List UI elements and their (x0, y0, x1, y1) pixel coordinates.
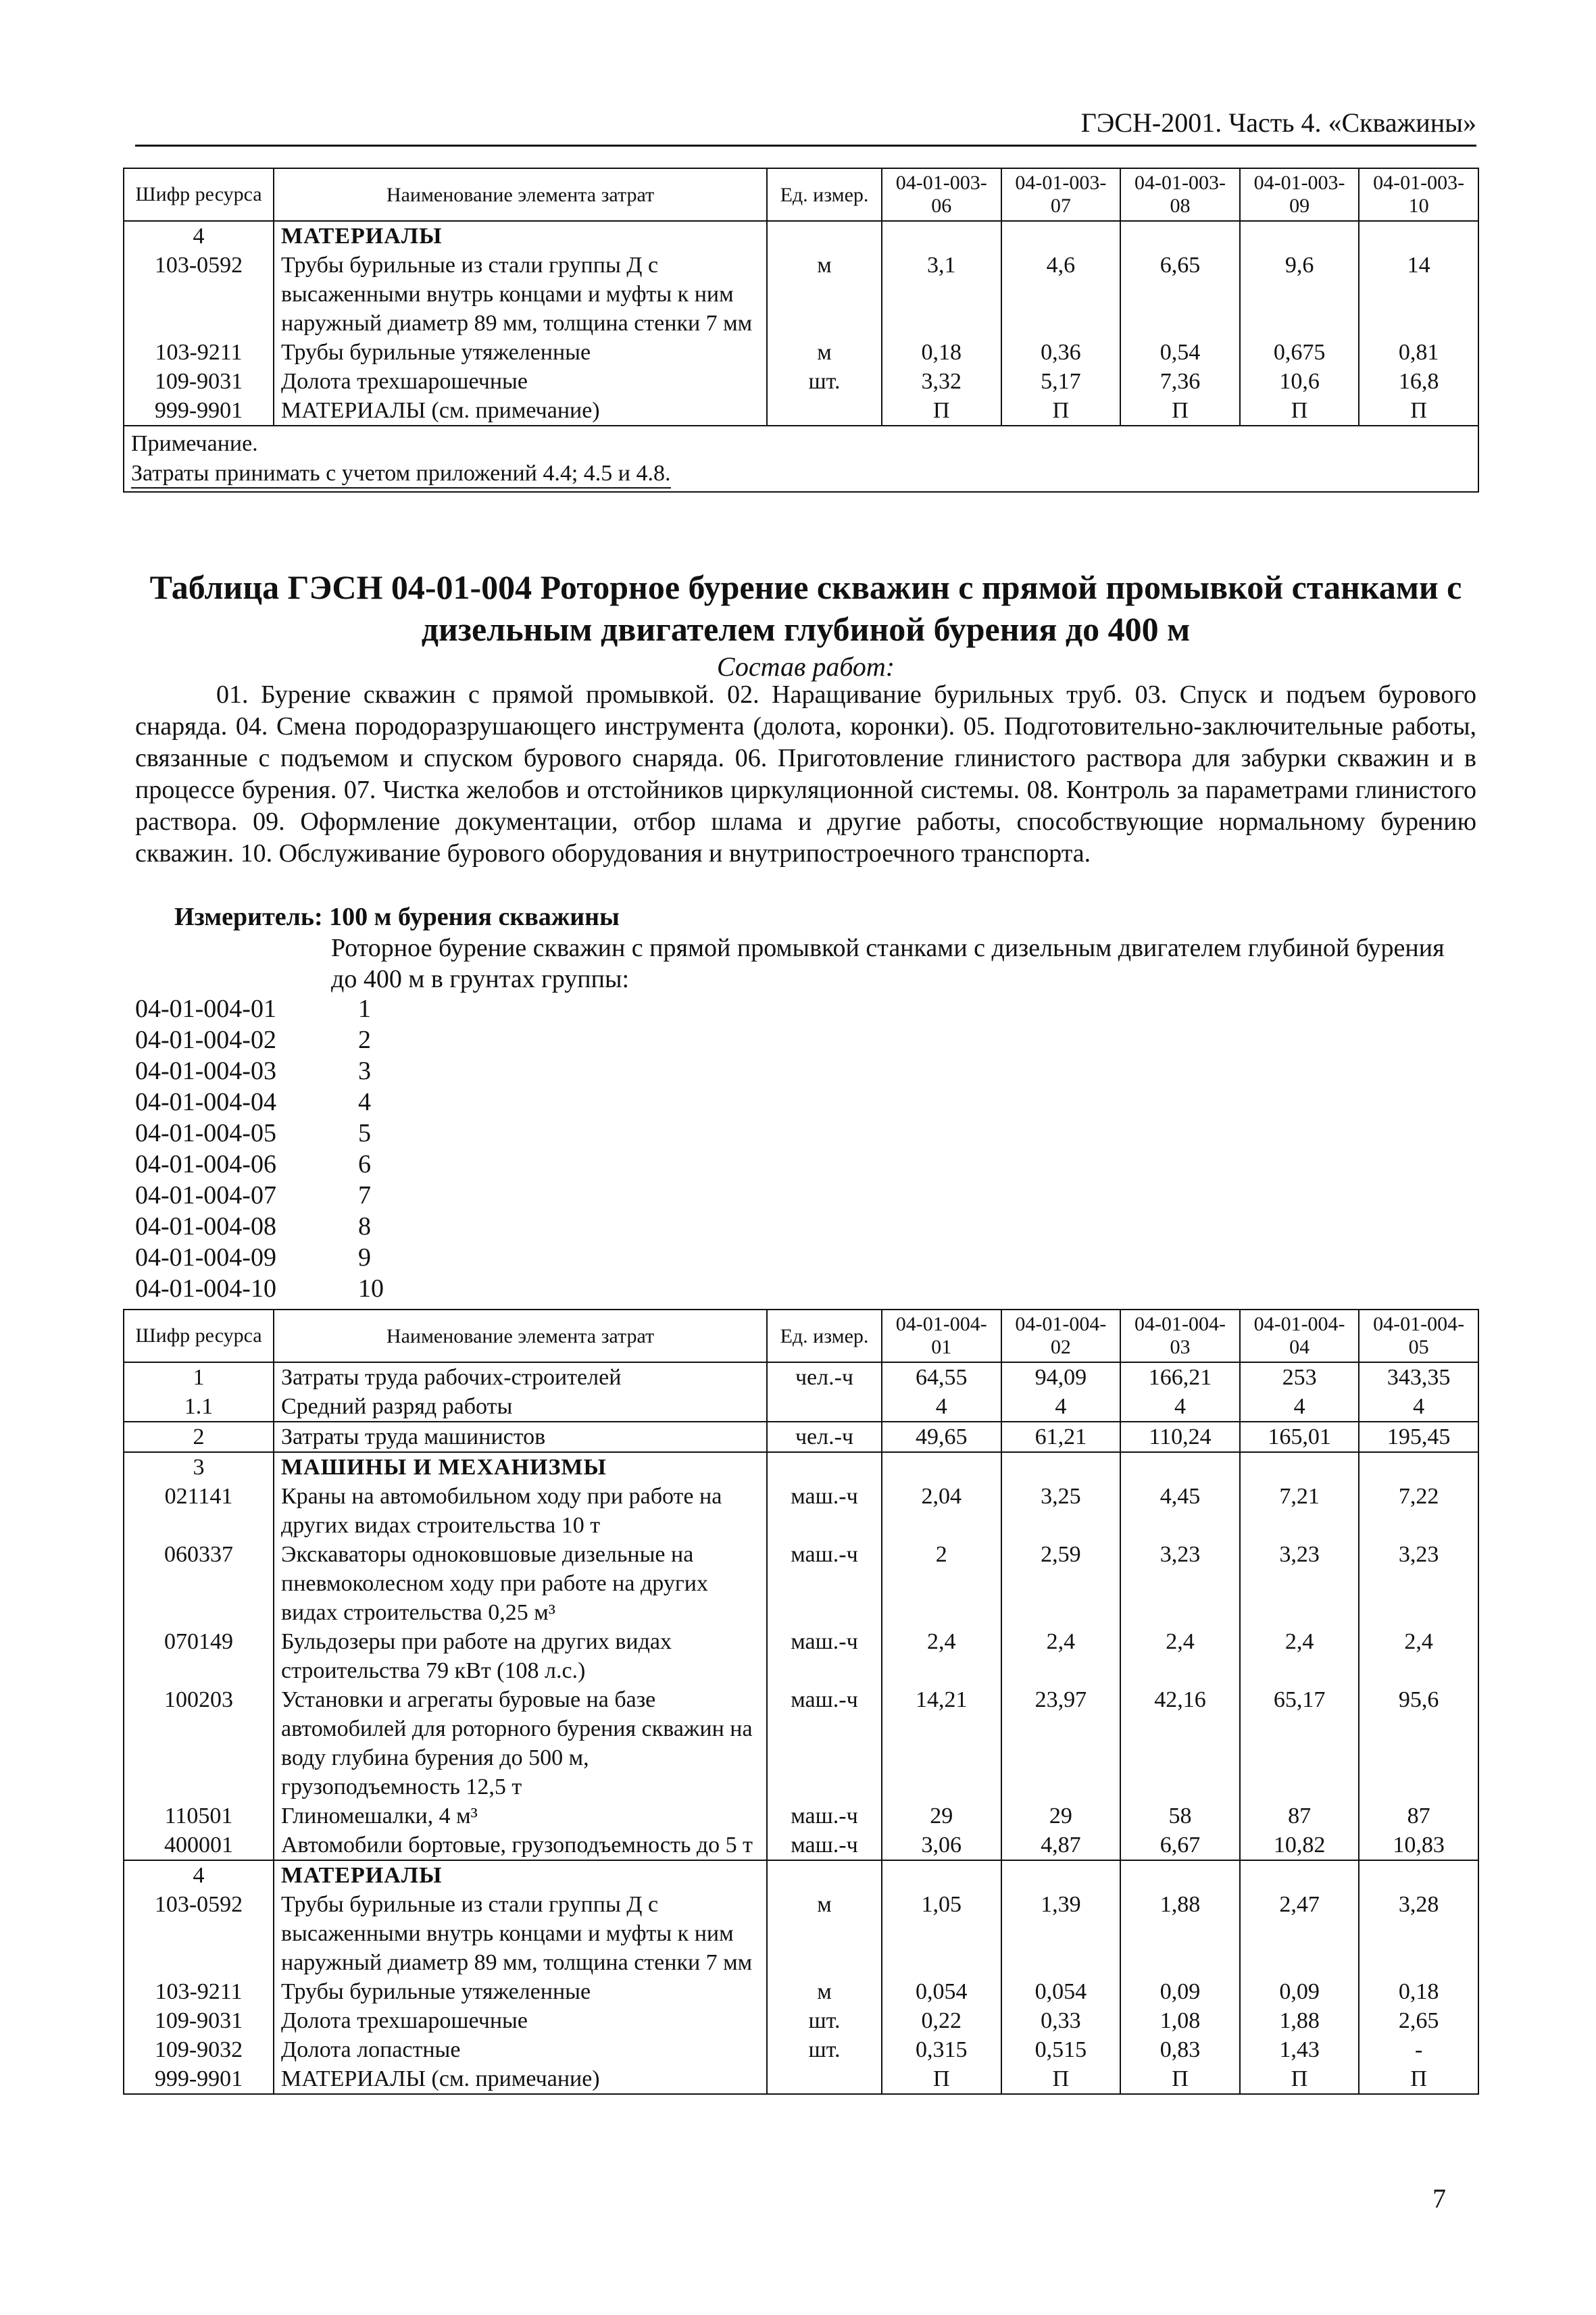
cell-value: 1,39 (1001, 1890, 1121, 1977)
list-group: 10 (358, 1274, 384, 1303)
header-rule (135, 145, 1476, 147)
cell-code: 110501 (124, 1801, 274, 1831)
cell-unit: шт. (767, 2035, 882, 2064)
cell-value (882, 1860, 1001, 1890)
table-row (124, 1482, 1478, 1540)
cell-value: 0,675 (1240, 338, 1360, 367)
cell-value: 16,8 (1359, 367, 1478, 396)
list-code: 04-01-004-07 (135, 1181, 276, 1210)
cell-value: 14,21 (882, 1685, 1001, 1801)
cell-unit (767, 2064, 882, 2094)
cell-code: 4 (124, 221, 274, 251)
list-code: 04-01-004-05 (135, 1119, 276, 1147)
table-row (124, 1392, 1478, 1422)
cell-value: 1,88 (1120, 1890, 1240, 1977)
cell-value: 2,4 (882, 1627, 1001, 1685)
cell-value: 65,17 (1240, 1685, 1360, 1801)
col-header-val3: 04-01-003-08 (1120, 168, 1240, 221)
list-item (135, 1087, 384, 1118)
cell-value: 4,45 (1120, 1482, 1240, 1540)
cell-value: 4 (1359, 1392, 1478, 1422)
list-group: 3 (358, 1057, 371, 1085)
cell-value: 2,4 (1001, 1627, 1121, 1685)
col-header-val1: 04-01-003-06 (882, 168, 1001, 221)
cell-value: 87 (1240, 1801, 1360, 1831)
cell-name: Краны на автомобильном ходу при работе на других видах строительства 10 т (274, 1482, 767, 1540)
cell-name: МАТЕРИАЛЫ (см. примечание) (274, 396, 767, 426)
cell-code: 999-9901 (124, 396, 274, 426)
cell-value: 3,23 (1359, 1540, 1478, 1627)
cell-value: 3,1 (882, 251, 1001, 338)
table-header-row (124, 168, 1478, 221)
list-item (135, 1149, 384, 1180)
cell-value: 10,83 (1359, 1831, 1478, 1860)
table-row (124, 1831, 1478, 1860)
cell-value: П (1359, 396, 1478, 426)
cell-value: 0,81 (1359, 338, 1478, 367)
cell-value: 95,6 (1359, 1685, 1478, 1801)
cell-value (1001, 221, 1121, 251)
cell-value: - (1359, 2035, 1478, 2064)
section-title: Таблица ГЭСН 04-01-004 Роторное бурение скважин с прямой промывкой станками с дизельным двигателем глубиной бурения до 400 м (149, 568, 1462, 648)
table-note (124, 426, 1478, 492)
cell-unit: маш.-ч (767, 1831, 882, 1860)
cell-value: 195,45 (1359, 1422, 1478, 1452)
cell-value: 3,28 (1359, 1890, 1478, 1977)
cell-value: 2,65 (1359, 2006, 1478, 2035)
cell-value: 23,97 (1001, 1685, 1121, 1801)
cell-unit (767, 1860, 882, 1890)
cell-value: 4 (882, 1392, 1001, 1422)
cell-unit (767, 1452, 882, 1482)
code-list (135, 993, 384, 1304)
cell-value: 9,6 (1240, 251, 1360, 338)
cell-value (1001, 1860, 1121, 1890)
intro-text: Роторное бурение скважин с прямой промывкой станками с дизельным двигателем глубиной бурения до 400 м в грунтах группы: (331, 934, 1445, 993)
list-code: 04-01-004-04 (135, 1088, 276, 1116)
list-group: 9 (358, 1243, 371, 1272)
cell-code: 2 (124, 1422, 274, 1452)
cell-value: 5,17 (1001, 367, 1121, 396)
cell-value: П (1001, 2064, 1121, 2094)
table-row (124, 1685, 1478, 1801)
table-row (124, 1452, 1478, 1482)
cell-code: 1.1 (124, 1392, 274, 1422)
list-group: 6 (358, 1150, 371, 1178)
running-header: ГЭСН-2001. Часть 4. «Скважины» (1080, 107, 1476, 138)
cell-name: МАТЕРИАЛЫ (274, 221, 767, 251)
list-item (135, 1211, 384, 1242)
cell-value (1120, 1452, 1240, 1482)
table-row (124, 367, 1478, 396)
cell-value: 7,21 (1240, 1482, 1360, 1540)
col-header-code: Шифр ресурса (124, 168, 274, 221)
cell-value: 1,43 (1240, 2035, 1360, 2064)
cell-value: 87 (1359, 1801, 1478, 1831)
table-row (124, 1627, 1478, 1685)
cell-code: 1 (124, 1362, 274, 1392)
note-text: Затраты принимать с учетом приложений 4.4; 4.5 и 4.8. (131, 461, 671, 489)
cell-value: 2 (882, 1540, 1001, 1627)
list-item (135, 1118, 384, 1149)
cell-name: Долота лопастные (274, 2035, 767, 2064)
cell-code: 999-9901 (124, 2064, 274, 2094)
cell-value: 4 (1120, 1392, 1240, 1422)
cell-code: 109-9031 (124, 2006, 274, 2035)
cell-unit: м (767, 1977, 882, 2006)
table-row (124, 2006, 1478, 2035)
cell-value: 14 (1359, 251, 1478, 338)
cell-value (1120, 221, 1240, 251)
table-row (124, 1422, 1478, 1452)
cell-name: Трубы бурильные утяжеленные (274, 1977, 767, 2006)
cell-value: П (1120, 2064, 1240, 2094)
cell-code: 109-9032 (124, 2035, 274, 2064)
list-group: 4 (358, 1088, 371, 1116)
cell-value: 166,21 (1120, 1362, 1240, 1392)
page-number: 7 (1432, 2183, 1446, 2214)
list-item (135, 1024, 384, 1055)
cell-value: 10,82 (1240, 1831, 1360, 1860)
table-row (124, 1860, 1478, 1890)
cell-value: 165,01 (1240, 1422, 1360, 1452)
cell-name: Трубы бурильные из стали группы Д с высаженными внутрь концами и муфты к ним наружный диаметр 89 мм, толщина стенки 7 мм (274, 1890, 767, 1977)
cell-value: 0,315 (882, 2035, 1001, 2064)
cell-value: П (882, 2064, 1001, 2094)
cell-name: Долота трехшарошечные (274, 367, 767, 396)
list-item (135, 1242, 384, 1273)
cell-value: П (1240, 2064, 1360, 2094)
cell-name: Трубы бурильные из стали группы Д с высаженными внутрь концами и муфты к ним наружный диаметр 89 мм, толщина стенки 7 мм (274, 251, 767, 338)
cell-value: 6,65 (1120, 251, 1240, 338)
cell-code: 021141 (124, 1482, 274, 1540)
cell-value: 94,09 (1001, 1362, 1121, 1392)
cell-code: 400001 (124, 1831, 274, 1860)
cell-code: 103-9211 (124, 1977, 274, 2006)
cell-value: 0,54 (1120, 338, 1240, 367)
cell-unit (767, 1392, 882, 1422)
table-row (124, 1362, 1478, 1392)
cell-value (1359, 1860, 1478, 1890)
list-code: 04-01-004-03 (135, 1057, 276, 1085)
list-code: 04-01-004-02 (135, 1026, 276, 1054)
cell-name: МАТЕРИАЛЫ (см. примечание) (274, 2064, 767, 2094)
cell-value (1001, 1452, 1121, 1482)
cell-value: 58 (1120, 1801, 1240, 1831)
cell-name: Затраты труда рабочих-строителей (274, 1362, 767, 1392)
cell-value: 253 (1240, 1362, 1360, 1392)
cell-value: 4,87 (1001, 1831, 1121, 1860)
list-group: 5 (358, 1119, 371, 1147)
cell-value: 110,24 (1120, 1422, 1240, 1452)
cell-value: П (1240, 396, 1360, 426)
cell-value: 3,25 (1001, 1482, 1121, 1540)
cell-value: 2,4 (1240, 1627, 1360, 1685)
cell-value: 4 (1001, 1392, 1121, 1422)
col-header-val3: 04-01-004-03 (1120, 1310, 1240, 1362)
cell-value: 0,18 (882, 338, 1001, 367)
composition-text: 01. Бурение скважин с прямой промывкой. 02. Наращивание бурильных труб. 03. Спуск и подъем бурового снаряда. 04. Смена породоразрушающего инструмента (долота, коронки). 05. Подготовительно-заключительные работы, связанные с подъемом и спуском бурового снаряда. 06. Приготовление глинистого раствора для забурки скважин и в процессе бурения. 07. Чистка желобов и отстойников циркуляционной системы. 08. Контроль за параметрами глинистого раствора. 09. Оформление документации, отбор шлама и другие работы, способствующие нормальному бурению скважин. 10. Обслуживание бурового оборудования и внутрипостроечного транспорта. (135, 680, 1476, 868)
cell-unit: чел.-ч (767, 1362, 882, 1392)
cell-unit: маш.-ч (767, 1540, 882, 1627)
cell-value: 0,09 (1240, 1977, 1360, 2006)
list-code: 04-01-004-09 (135, 1243, 276, 1272)
cell-unit: м (767, 251, 882, 338)
cell-value: 10,6 (1240, 367, 1360, 396)
cell-code: 070149 (124, 1627, 274, 1685)
cell-value (1120, 1860, 1240, 1890)
cell-value: 4,6 (1001, 251, 1121, 338)
cell-value: 29 (882, 1801, 1001, 1831)
col-header-val5: 04-01-004-05 (1359, 1310, 1478, 1362)
cell-code: 103-0592 (124, 1890, 274, 1977)
list-item (135, 1055, 384, 1087)
cell-value: 64,55 (882, 1362, 1001, 1392)
col-header-unit: Ед. измер. (767, 1310, 882, 1362)
cell-value (1240, 221, 1360, 251)
cell-value: 2,47 (1240, 1890, 1360, 1977)
table-note-row (124, 426, 1478, 492)
cell-value: 1,05 (882, 1890, 1001, 1977)
cell-unit: м (767, 1890, 882, 1977)
cell-value: 0,054 (1001, 1977, 1121, 2006)
table-row (124, 1801, 1478, 1831)
cell-value: 2,4 (1359, 1627, 1478, 1685)
cell-value: 2,04 (882, 1482, 1001, 1540)
cell-value: 2,4 (1120, 1627, 1240, 1685)
cell-value: 3,23 (1120, 1540, 1240, 1627)
cell-name: Глиномешалки, 4 м³ (274, 1801, 767, 1831)
cell-value: 4 (1240, 1392, 1360, 1422)
cell-value: П (1359, 2064, 1478, 2094)
cell-unit: чел.-ч (767, 1422, 882, 1452)
composition-label: Состав работ: (716, 651, 895, 682)
cell-unit: шт. (767, 367, 882, 396)
cell-value: 3,06 (882, 1831, 1001, 1860)
list-item (135, 1180, 384, 1211)
table-row (124, 338, 1478, 367)
cell-value (882, 221, 1001, 251)
cell-code: 103-9211 (124, 338, 274, 367)
cell-unit: м (767, 338, 882, 367)
cell-value: 0,22 (882, 2006, 1001, 2035)
cell-code: 100203 (124, 1685, 274, 1801)
cell-code: 3 (124, 1452, 274, 1482)
cell-value: 0,09 (1120, 1977, 1240, 2006)
cell-unit: маш.-ч (767, 1801, 882, 1831)
table-row (124, 251, 1478, 338)
cell-value: 0,515 (1001, 2035, 1121, 2064)
cell-name: Бульдозеры при работе на других видах строительства 79 кВт (108 л.с.) (274, 1627, 767, 1685)
cell-value: 0,18 (1359, 1977, 1478, 2006)
cell-unit: маш.-ч (767, 1482, 882, 1540)
table-row (124, 1890, 1478, 1977)
cell-value (1240, 1452, 1360, 1482)
list-item (135, 993, 384, 1024)
col-header-val1: 04-01-004-01 (882, 1310, 1001, 1362)
cell-value: 0,33 (1001, 2006, 1121, 2035)
cell-value: 0,83 (1120, 2035, 1240, 2064)
meter-line: Измеритель: 100 м бурения скважины (174, 903, 620, 931)
table-row (124, 2064, 1478, 2094)
col-header-val2: 04-01-003-07 (1001, 168, 1121, 221)
cell-unit: маш.-ч (767, 1685, 882, 1801)
col-header-val4: 04-01-003-09 (1240, 168, 1360, 221)
cell-value: 1,88 (1240, 2006, 1360, 2035)
cell-value: 2,59 (1001, 1540, 1121, 1627)
cell-name: Экскаваторы одноковшовые дизельные на пневмоколесном ходу при работе на других видах строительства 0,25 м³ (274, 1540, 767, 1627)
table-row (124, 1540, 1478, 1627)
cell-unit: маш.-ч (767, 1627, 882, 1685)
cell-name: МАТЕРИАЛЫ (274, 1860, 767, 1890)
list-group: 2 (358, 1026, 371, 1054)
resource-table-003 (123, 168, 1479, 493)
cell-unit (767, 221, 882, 251)
cell-code: 4 (124, 1860, 274, 1890)
note-title: Примечание. (131, 431, 258, 456)
cell-value: 29 (1001, 1801, 1121, 1831)
cell-value (1359, 1452, 1478, 1482)
table-row (124, 221, 1478, 251)
cell-value: 3,32 (882, 367, 1001, 396)
cell-code: 109-9031 (124, 367, 274, 396)
list-group: 8 (358, 1212, 371, 1241)
cell-name: Средний разряд работы (274, 1392, 767, 1422)
col-header-unit: Ед. измер. (767, 168, 882, 221)
table-row (124, 2035, 1478, 2064)
cell-value: 3,23 (1240, 1540, 1360, 1627)
cell-value: 343,35 (1359, 1362, 1478, 1392)
list-code: 04-01-004-01 (135, 995, 276, 1023)
table-header-row (124, 1310, 1478, 1362)
cell-value: 1,08 (1120, 2006, 1240, 2035)
resource-table-004 (123, 1309, 1479, 2095)
cell-value (1240, 1860, 1360, 1890)
list-code: 04-01-004-08 (135, 1212, 276, 1241)
table-row (124, 396, 1478, 426)
cell-value: 49,65 (882, 1422, 1001, 1452)
cell-value: П (882, 396, 1001, 426)
col-header-val2: 04-01-004-02 (1001, 1310, 1121, 1362)
cell-value: 0,36 (1001, 338, 1121, 367)
col-header-name: Наименование элемента затрат (274, 168, 767, 221)
list-group: 1 (358, 995, 371, 1023)
cell-name: Затраты труда машинистов (274, 1422, 767, 1452)
cell-code: 103-0592 (124, 251, 274, 338)
cell-value: П (1001, 396, 1121, 426)
col-header-val4: 04-01-004-04 (1240, 1310, 1360, 1362)
col-header-val5: 04-01-003-10 (1359, 168, 1478, 221)
cell-name: Автомобили бортовые, грузоподъемность до 5 т (274, 1831, 767, 1860)
cell-value: 61,21 (1001, 1422, 1121, 1452)
list-code: 04-01-004-06 (135, 1150, 276, 1178)
table-row (124, 1977, 1478, 2006)
cell-name: МАШИНЫ И МЕХАНИЗМЫ (274, 1452, 767, 1482)
cell-value (1359, 221, 1478, 251)
cell-code: 060337 (124, 1540, 274, 1627)
cell-unit (767, 396, 882, 426)
col-header-code: Шифр ресурса (124, 1310, 274, 1362)
cell-value: 7,22 (1359, 1482, 1478, 1540)
cell-value: 6,67 (1120, 1831, 1240, 1860)
cell-value: 7,36 (1120, 367, 1240, 396)
list-group: 7 (358, 1181, 371, 1210)
cell-name: Долота трехшарошечные (274, 2006, 767, 2035)
cell-name: Установки и агрегаты буровые на базе автомобилей для роторного бурения скважин на воду глубина бурения до 500 м, грузоподъемность 12,5 т (274, 1685, 767, 1801)
list-item (135, 1273, 384, 1304)
cell-value (882, 1452, 1001, 1482)
cell-value: 42,16 (1120, 1685, 1240, 1801)
cell-unit: шт. (767, 2006, 882, 2035)
cell-name: Трубы бурильные утяжеленные (274, 338, 767, 367)
cell-value: 0,054 (882, 1977, 1001, 2006)
list-code: 04-01-004-10 (135, 1274, 276, 1303)
col-header-name: Наименование элемента затрат (274, 1310, 767, 1362)
cell-value: П (1120, 396, 1240, 426)
